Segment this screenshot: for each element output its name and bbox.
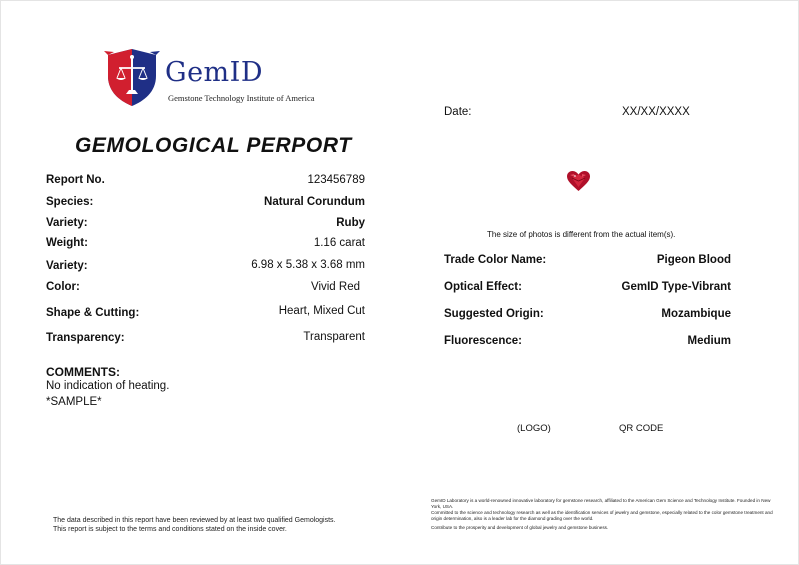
comment-line: *SAMPLE* <box>46 396 102 408</box>
field-label-report-no: Report No. <box>46 174 105 186</box>
field-value-origin: Mozambique <box>661 308 731 320</box>
field-value-shape-cutting: Heart, Mixed Cut <box>278 305 365 317</box>
field-label-origin: Suggested Origin: <box>444 308 544 320</box>
field-label-shape-cutting: Shape & Cutting: <box>46 307 140 319</box>
qr-code-placeholder: QR CODE <box>619 423 664 434</box>
brand-name: GemID <box>165 57 263 88</box>
field-label-fluorescence: Fluorescence: <box>444 335 522 347</box>
report-title: GEMOLOGICAL PERPORT <box>75 134 352 157</box>
comment-line: No indication of heating. <box>46 380 170 392</box>
field-label-color: Color: <box>46 281 80 293</box>
field-label-species: Species: <box>46 196 94 208</box>
date-value: XX/XX/XXXX <box>622 106 690 118</box>
footer-disclaimer-line: The data described in this report have been reviewed by at least two qualified Gemologists. <box>53 517 336 524</box>
brand-subtitle: Gemstone Technology Institute of America <box>168 93 315 103</box>
field-label-weight: Weight: <box>46 237 88 249</box>
heart-ruby-icon <box>566 170 591 192</box>
field-value-measurements: 6.98 x 5.38 x 3.68 mm <box>251 259 365 271</box>
field-value-optical-effect: GemID Type-Vibrant <box>621 281 731 293</box>
footer-about-line: GemID Laboratory is a world-renowned innovative laboratory for gemstone research, affiliated to the American Gem Science and Technology Institute. Founded in New York, USA. <box>431 498 771 509</box>
field-label-trade-color: Trade Color Name: <box>444 254 547 266</box>
date-label: Date: <box>444 106 472 118</box>
footer-about-line: Contribute to the prosperity and development of global jewelry and gemstone business. <box>431 525 609 530</box>
comments-heading: COMMENTS: <box>46 365 120 379</box>
field-value-transparency: Transparent <box>303 331 365 343</box>
footer-about-line: Committed to the science and technology research as well as the identification services of jewelry and gemstone, especially related to the color gemstone treatment and origin determination, also is a leader lab for the diamond grading over the world. <box>431 510 773 521</box>
field-label-variety: Variety: <box>46 217 88 229</box>
photo-caption: The size of photos is different from the actual item(s). <box>487 230 676 239</box>
field-value-fluorescence: Medium <box>687 335 731 347</box>
field-value-variety: Ruby <box>336 217 365 229</box>
field-label-measurements: Variety: <box>46 260 88 272</box>
field-label-transparency: Transparency: <box>46 332 125 344</box>
field-label-optical-effect: Optical Effect: <box>444 281 522 293</box>
footer-disclaimer-line: This report is subject to the terms and conditions stated on the inside cover. <box>53 526 287 533</box>
logo-placeholder: (LOGO) <box>517 423 551 434</box>
field-value-weight: 1.16 carat <box>313 237 365 249</box>
field-value-color: Vivid Red <box>310 281 360 293</box>
field-value-species: Natural Corundum <box>264 196 365 208</box>
field-value-report-no: 123456789 <box>307 174 365 186</box>
gemid-shield-logo <box>104 46 160 108</box>
field-value-trade-color: Pigeon Blood <box>656 254 731 266</box>
